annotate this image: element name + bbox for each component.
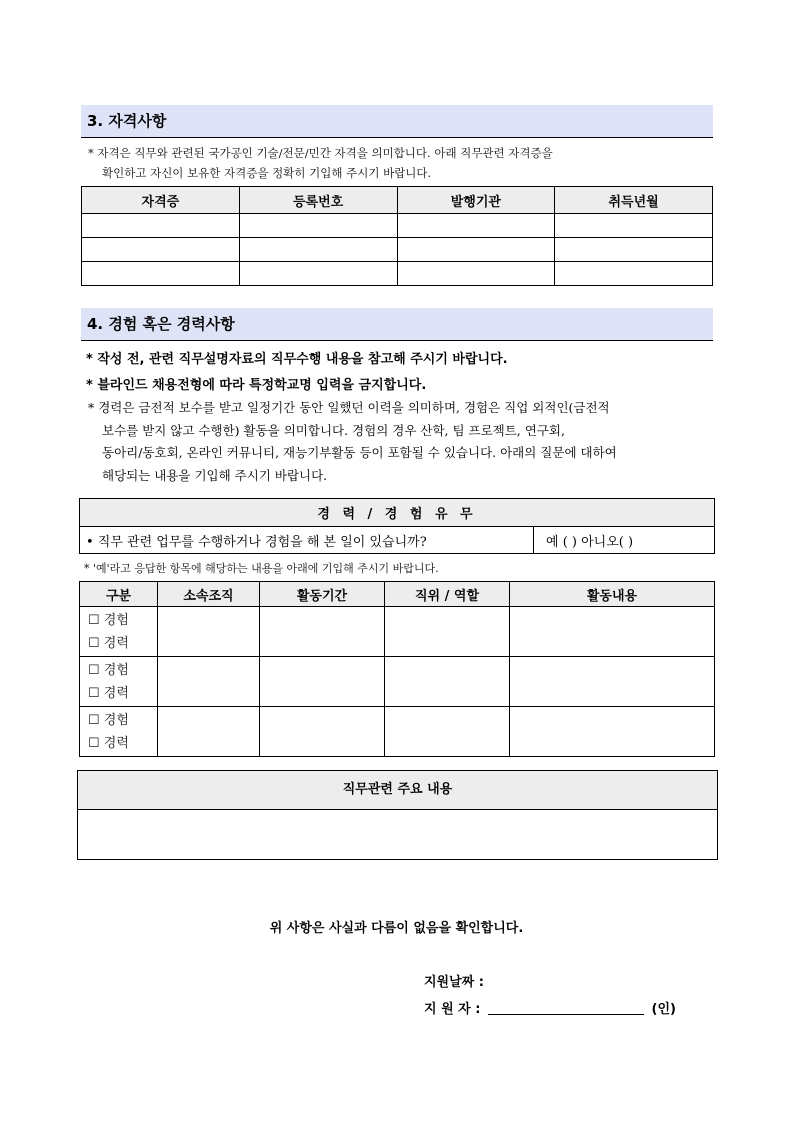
col-position-role: 직위 / 역할 [385, 582, 510, 607]
cell-input[interactable] [158, 657, 260, 707]
para-line4: 해당되는 내용을 기입해 주시기 바랍니다. [102, 467, 328, 483]
cell-input[interactable] [397, 214, 555, 238]
checkbox-experience[interactable]: ☐ 경험 [88, 662, 129, 678]
cell-input[interactable] [555, 238, 713, 262]
type-checkboxes[interactable] [80, 657, 158, 707]
section4-title: 4. 경험 혹은 경력사항 [81, 308, 713, 341]
col-certificate: 자격증 [82, 187, 240, 214]
cell-input[interactable] [397, 238, 555, 262]
cell-input[interactable] [82, 238, 240, 262]
cell-input[interactable] [260, 607, 385, 657]
table-row [80, 707, 715, 757]
yes-note: * '예'라고 응답한 항목에 해당하는 내용을 아래에 기입해 주시기 바랍니다. [84, 562, 439, 575]
date-row [424, 971, 484, 990]
col-period: 활동기간 [260, 582, 385, 607]
cell-input[interactable] [260, 707, 385, 757]
checkbox-career[interactable]: ☐ 경력 [88, 685, 129, 701]
seal-mark: (인) [651, 1002, 676, 1017]
section3-note-line2: 확인하고 자신이 보유한 자격증을 정확히 기입해 주시기 바랍니다. [102, 166, 432, 180]
cell-input[interactable] [555, 262, 713, 286]
cell-input[interactable] [82, 214, 240, 238]
col-type: 구분 [80, 582, 158, 607]
main-content-box [77, 770, 718, 860]
section4-bold-note2: * 블라인드 채용전형에 따라 특정학교명 입력을 금지합니다. [86, 378, 427, 393]
section3-note-line1: * 자격은 직무와 관련된 국가공인 기술/전문/민간 자격을 의미합니다. 아래 직무관련 자격증을 [88, 146, 553, 160]
confirm-statement: 위 사항은 사실과 다름이 없음을 확인합니다. [269, 921, 524, 936]
cell-input[interactable] [510, 657, 715, 707]
para-line3: 동아리/동호회, 온라인 커뮤니티, 재능기부활동 등이 포함될 수 있습니다. 아래의 질문에 대하여 [102, 445, 617, 460]
para-line2: 보수를 받지 않고 수행한) 활동을 의미합니다. 경험의 경우 산학, 팀 프로젝트, 연구회, [102, 422, 565, 438]
col-acquired-date: 취득년월 [555, 187, 713, 214]
experience-yn-table [79, 498, 715, 554]
checkbox-career[interactable]: ☐ 경력 [88, 735, 129, 751]
cell-input[interactable] [260, 657, 385, 707]
date-label: 지원날짜 : [424, 975, 484, 990]
table-row [82, 262, 713, 286]
cell-input[interactable] [555, 214, 713, 238]
main-content-input[interactable] [78, 810, 717, 860]
section3-title: 3. 자격사항 [81, 105, 713, 138]
section4-bold-note1: * 작성 전, 관련 직무설명자료의 직무수행 내용을 참고해 주시기 바랍니다. [86, 352, 508, 367]
cell-input[interactable] [158, 607, 260, 657]
cell-input[interactable] [82, 262, 240, 286]
cell-input[interactable] [239, 262, 397, 286]
cell-input[interactable] [239, 238, 397, 262]
table-row [82, 238, 713, 262]
experience-table [79, 581, 715, 757]
yn-header: 경 력 / 경 험 유 무 [80, 499, 715, 527]
table-row [80, 607, 715, 657]
cell-input[interactable] [239, 214, 397, 238]
cell-input[interactable] [510, 607, 715, 657]
para-line1: * 경력은 금전적 보수를 받고 일정기간 동안 일했던 이력을 의미하며, 경험은 직업 외적인(금전적 [88, 400, 610, 415]
type-checkboxes[interactable] [80, 707, 158, 757]
checkbox-experience[interactable]: ☐ 경험 [88, 612, 129, 628]
yn-question: • 직무 관련 업무를 수행하거나 경험을 해 본 일이 있습니까? [80, 527, 534, 554]
col-organization: 소속조직 [158, 582, 260, 607]
table-row [80, 657, 715, 707]
main-content-header: 직무관련 주요 내용 [78, 771, 717, 810]
yn-answer[interactable]: 예 ( ) 아니오( ) [534, 527, 715, 554]
cell-input[interactable] [397, 262, 555, 286]
certificate-table [81, 186, 713, 286]
applicant-name-field[interactable] [488, 1000, 644, 1015]
cell-input[interactable] [158, 707, 260, 757]
cell-input[interactable] [385, 657, 510, 707]
cell-input[interactable] [510, 707, 715, 757]
col-activity: 활동내용 [510, 582, 715, 607]
applicant-label: 지 원 자 : [424, 1002, 481, 1017]
col-registration-number: 등록번호 [239, 187, 397, 214]
cell-input[interactable] [385, 607, 510, 657]
applicant-row [424, 998, 676, 1017]
checkbox-experience[interactable]: ☐ 경험 [88, 712, 129, 728]
section4-paragraph [88, 397, 710, 487]
type-checkboxes[interactable] [80, 607, 158, 657]
cell-input[interactable] [385, 707, 510, 757]
table-row [82, 214, 713, 238]
col-issuer: 발행기관 [397, 187, 555, 214]
checkbox-career[interactable]: ☐ 경력 [88, 635, 129, 651]
